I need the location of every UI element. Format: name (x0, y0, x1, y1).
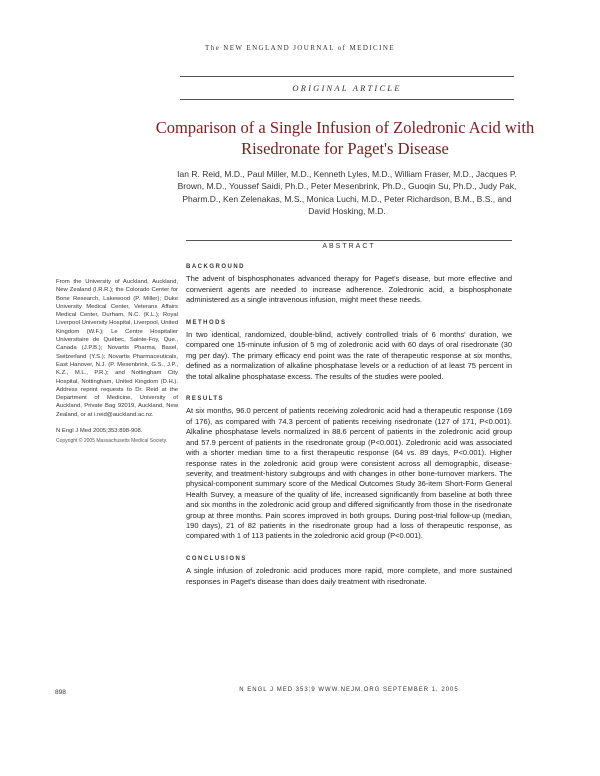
article-title: Comparison of a Single Infusion of Zoledronic Acid with Risedronate for Paget's Disease (155, 118, 535, 158)
page-footer: N ENGL J MED 353;9 WWW.NEJM.ORG SEPTEMBER 1, 2005 (239, 687, 459, 693)
abstract-label: ABSTRACT (322, 243, 376, 250)
copyright: Copyright © 2005 Massachusetts Medical Society. (56, 438, 168, 445)
results-heading: RESULTS (186, 396, 225, 403)
background-text: The advent of bisphosphonates advanced therapy for Paget's disease, but more effective and convenient agents are needed to increase adherence. Zoledronic acid, a bisphosphonate administered as a single intravenous infusion, might meet these needs. (186, 274, 512, 305)
background-heading: BACKGROUND (186, 264, 245, 270)
article-type: ORIGINAL ARTICLE (292, 83, 402, 93)
methods-text: In two identical, randomized, double-blind, actively controlled trials of 6 months' duration, we compared one 15-minute infusion of 5 mg of zoledronic acid with 60 days of oral risedronate (30 mg per day). The primary efficacy end point was the rate of therapeutic response at six months, defined as a normalization of alkaline phosphatase levels or a reduction of at least 75 percent in the total alkaline phosphatase excess. The results of the studies were pooled. (186, 330, 512, 381)
journal-header: The NEW ENGLAND JOURNAL of MEDICINE (205, 44, 395, 52)
affiliations-text: From the University of Auckland, Auckland, New Zealand (I.R.R.); the Colorado Center for Bone Research, Lakewood (P. Miller); Duke University Medical Center, Veterans Affairs Medical Center, Durham, N.C. (K.L.); Royal Liverpool University Hospital, Liverpool, United Kingdom (W.F.); Le Centre Hospitalier Universitaire de Québec, Sainte-Foy, Que., Canada (J.P.B.); Novartis Pharma, Basel, Switzerland (Y.S.); Novartis Pharmaceuticals, East Hanover, N.J. (P. Mesenbrink, G.S., J.P., K.Z., M.L., P.R.); and Nottingham City Hospital, Nottingham, United Kingdom (D.H.). Address reprint requests to Dr. Reid at the Department of Medicine, University of Auckland, Private Bag 92019, Auckland, New Zealand, or at i.reid@auckland.ac.nz. (56, 279, 178, 418)
methods-heading: METHODS (186, 319, 227, 326)
abstract-body (186, 262, 512, 599)
citation: N Engl J Med 2005;353:898-908. (56, 428, 143, 435)
author-list: Ian R. Reid, M.D., Paul Miller, M.D., Kenneth Lyles, M.D., William Fraser, M.D., Jacques P. Brown, M.D., Youssef Saidi, Ph.D., Peter Mesenbrink, Ph.D., Guoqin Su, Ph.D., Judy Pak, Pharm.D., Ken Zelenakas, M.S., Monica Luchi, M.D., Peter Richardson, B.M., B.S., and David Hosking, M.D. (177, 169, 517, 217)
conclusions-heading: CONCLUSIONS (186, 555, 247, 562)
conclusions-text: A single infusion of zoledronic acid produces more rapid, more complete, and more sustained responses in Paget's disease than does daily treatment with risedronate. (186, 566, 512, 586)
affiliations-sidebar (56, 278, 178, 446)
page-number: 898 (55, 689, 66, 696)
article-type-banner (180, 76, 514, 100)
results-text: At six months, 96.0 percent of patients receiving zoledronic acid had a therapeutic response (169 of 176), as compared with 74.3 percent of patients receiving risedronate (127 of 171, P<0.001). Alkaline phosphatase levels normalized in 88.6 percent of patients in the zoledronic acid group and 57.9 percent of patients in the risedronate group (P<0.001). Zoledronic acid was associated with a shorter median time to a first therapeutic response (64 vs. 89 days, P<0.001). Higher response rates in the zoledronic acid group were consistent across all demographic, disease-severity, and treatment-history subgroups and with changes in other bone-turnover markers. The physical-component summary score of the Medical Outcomes Study 36-item Short-Form General Health Survey, a measure of the quality of life, increased significantly from baseline at both three and six months in the zoledronic acid group and differed significantly from those in the risedronate group at three months. Pain scores improved in both groups. During post-trial follow-up (median, 190 days), 21 of 82 patients in the risedronate group had a loss of therapeutic response, as compared with 1 of 113 patients in the zoledronic acid group (P<0.001). (186, 406, 512, 541)
